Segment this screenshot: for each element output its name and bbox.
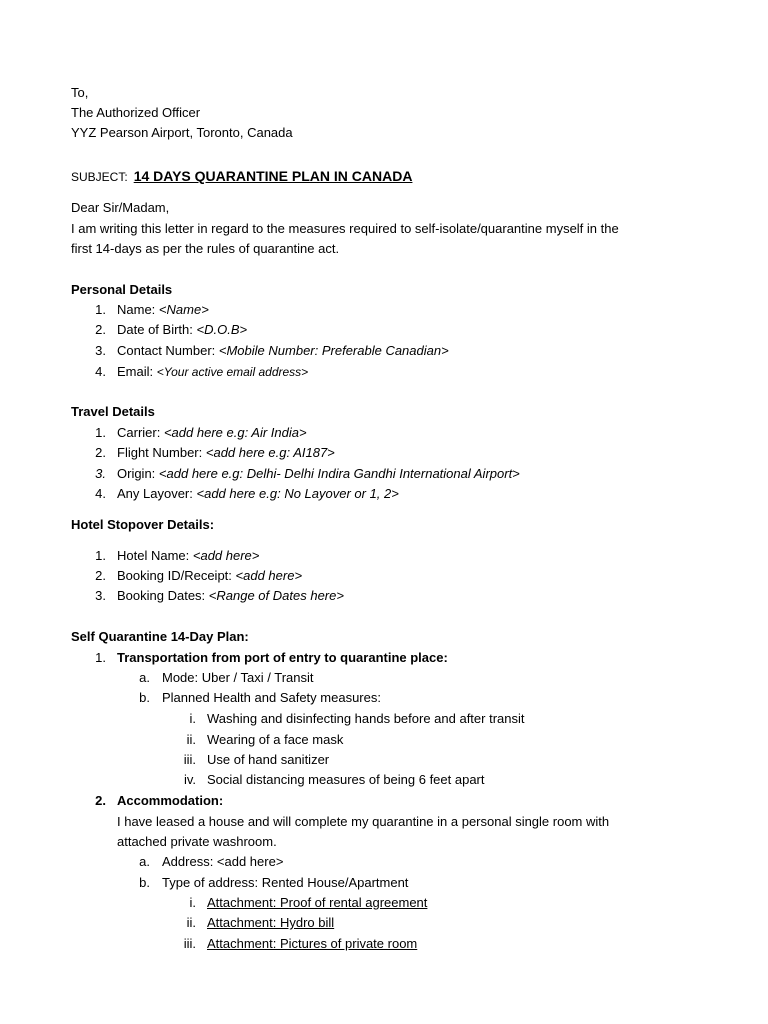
list-item: [117, 362, 308, 382]
accommodation-desc-2: attached private washroom.: [117, 834, 277, 849]
item-value: <Name>: [158, 302, 209, 317]
item-value: <Mobile Number: Preferable Canadian>: [218, 343, 449, 358]
address-officer: The Authorized Officer: [71, 105, 201, 120]
list-number: 1.: [95, 548, 106, 563]
plan-heading: Self Quarantine 14-Day Plan:: [71, 629, 249, 644]
item-value: <D.O.B>: [196, 322, 248, 337]
list-roman: iv.: [183, 772, 196, 787]
item-label: Contact Number:: [117, 343, 216, 358]
list-number: 3.: [95, 466, 106, 481]
list-item: [117, 484, 399, 504]
list-roman: iii.: [183, 936, 196, 951]
measure-item: Use of hand sanitizer: [207, 752, 330, 767]
subject-line: [71, 166, 412, 187]
list-item: [117, 300, 209, 320]
intro-line-2: first 14-days as per the rules of quarantine act.: [71, 241, 340, 256]
list-number: 1.: [95, 425, 106, 440]
list-number: 2.: [95, 793, 106, 808]
list-roman: ii.: [186, 915, 196, 930]
list-number: 2.: [95, 568, 106, 583]
list-item: [117, 546, 259, 566]
list-item: [117, 566, 302, 586]
attachment-item: Attachment: Proof of rental agreement: [207, 895, 428, 910]
list-letter: b.: [139, 690, 150, 705]
item-label: Name:: [117, 302, 156, 317]
list-number: 4.: [95, 364, 106, 379]
subject-title: 14 DAYS QUARANTINE PLAN IN CANADA: [133, 168, 413, 184]
accommodation-title: Accommodation:: [117, 793, 224, 808]
list-item: [117, 341, 449, 361]
salutation: Dear Sir/Madam,: [71, 200, 170, 215]
list-item: [117, 423, 307, 443]
list-number: 2.: [95, 445, 106, 460]
item-label: Flight Number:: [117, 445, 203, 460]
hotel-heading: Hotel Stopover Details:: [71, 517, 215, 532]
item-value: <add here e.g: Delhi- Delhi Indira Gandhi International Airport>: [158, 466, 520, 481]
measure-item: Washing and disinfecting hands before and after transit: [207, 711, 525, 726]
list-item: [117, 320, 247, 340]
list-number: 2.: [95, 322, 106, 337]
list-letter: a.: [139, 854, 150, 869]
list-roman: i.: [189, 711, 196, 726]
list-number: 3.: [95, 588, 106, 603]
list-number: 1.: [95, 650, 106, 665]
list-item: [117, 443, 335, 463]
item-label: Hotel Name:: [117, 548, 190, 563]
travel-heading: Travel Details: [71, 404, 155, 419]
item-value: <add here e.g: AI187>: [205, 445, 335, 460]
address-location: YYZ Pearson Airport, Toronto, Canada: [71, 125, 293, 140]
list-number: 4.: [95, 486, 106, 501]
item-label: Origin:: [117, 466, 156, 481]
subject-label: SUBJECT:: [71, 170, 128, 184]
item-value: <add here e.g: No Layover or 1, 2>: [196, 486, 399, 501]
item-label: Any Layover:: [117, 486, 193, 501]
list-roman: i.: [189, 895, 196, 910]
list-letter: a.: [139, 670, 150, 685]
item-value: <add here>: [235, 568, 303, 583]
list-roman: ii.: [186, 732, 196, 747]
accommodation-address: Address: <add here>: [162, 854, 284, 869]
item-label: Booking ID/Receipt:: [117, 568, 232, 583]
item-label: Booking Dates:: [117, 588, 206, 603]
personal-heading: Personal Details: [71, 282, 173, 297]
item-value: <Your active email address>: [156, 365, 309, 379]
item-value: <add here>: [192, 548, 260, 563]
item-label: Date of Birth:: [117, 322, 193, 337]
list-number: 1.: [95, 302, 106, 317]
item-label: Email:: [117, 364, 154, 379]
item-label: Carrier:: [117, 425, 161, 440]
list-item: [117, 464, 520, 484]
accommodation-desc-1: I have leased a house and will complete my quarantine in a personal single room with: [117, 814, 610, 829]
intro-line-1: I am writing this letter in regard to the measures required to self-isolate/quarantine myself in the: [71, 221, 619, 236]
list-letter: b.: [139, 875, 150, 890]
accommodation-type: Type of address: Rented House/Apartment: [162, 875, 409, 890]
item-value: <add here e.g: Air India>: [163, 425, 307, 440]
measure-item: Wearing of a face mask: [207, 732, 344, 747]
list-item: [117, 586, 344, 606]
transport-measures-label: Planned Health and Safety measures:: [162, 690, 381, 705]
item-value: <Range of Dates here>: [208, 588, 344, 603]
list-number: 3.: [95, 343, 106, 358]
list-roman: iii.: [183, 752, 196, 767]
attachment-item: Attachment: Hydro bill: [207, 915, 335, 930]
address-to: To,: [71, 85, 89, 100]
measure-item: Social distancing measures of being 6 feet apart: [207, 772, 485, 787]
attachment-item: Attachment: Pictures of private room: [207, 936, 418, 951]
transport-title: Transportation from port of entry to quarantine place:: [117, 650, 448, 665]
transport-mode: Mode: Uber / Taxi / Transit: [162, 670, 314, 685]
